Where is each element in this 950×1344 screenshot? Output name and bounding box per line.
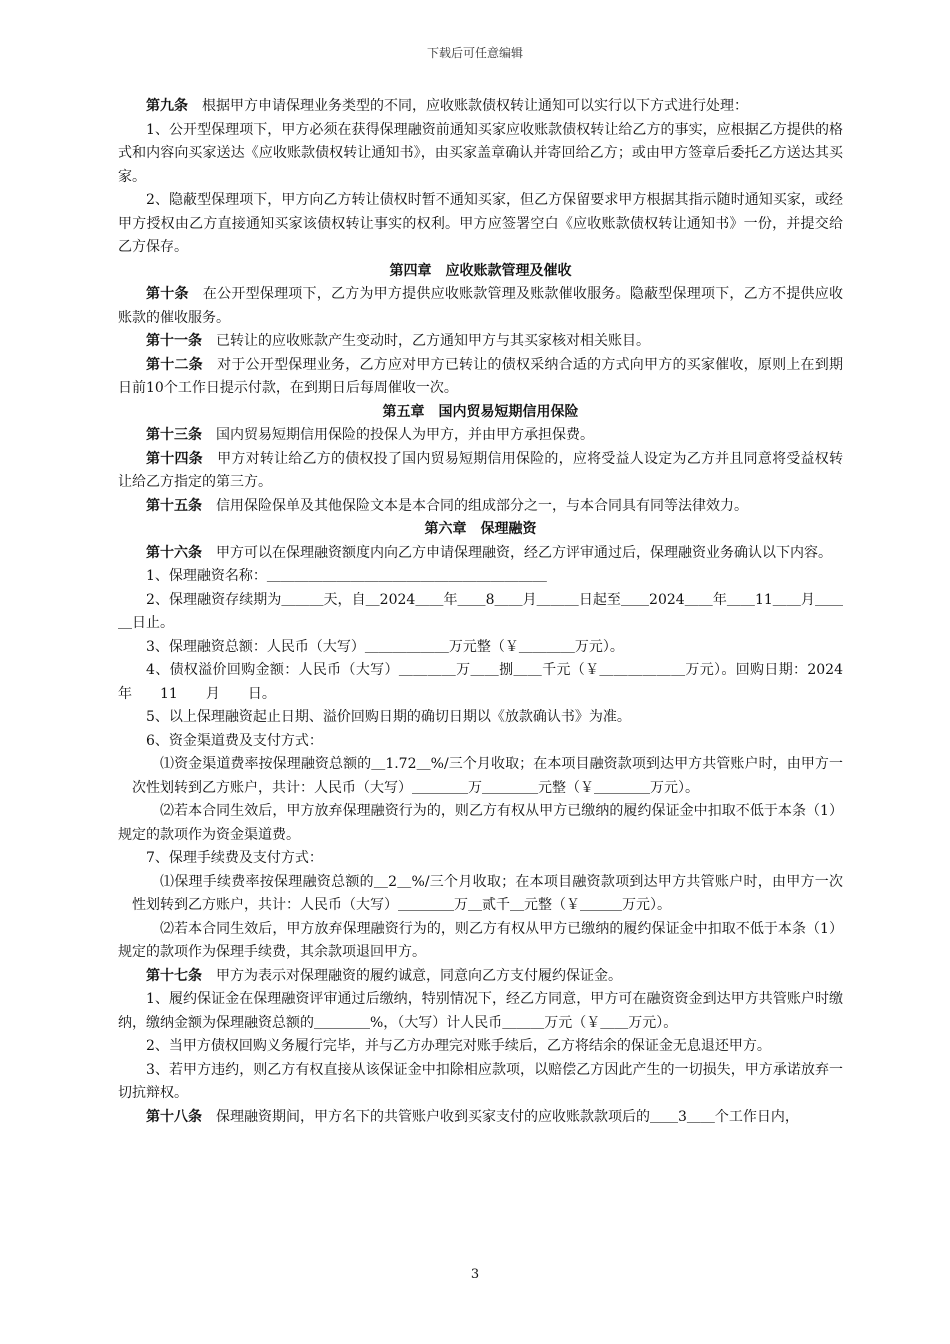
clause-paragraph: 3、保理融资总额：人民币（大写）＿＿＿＿＿＿万元整（￥＿＿＿＿万元）。 [146, 638, 624, 655]
clause-paragraph: 6、资金渠道费及支付方式： [146, 732, 323, 749]
clause-paragraph: ⑴资金渠道费率按保理融资总额的＿1.72＿%/三个月收取；在本项目融资款项到达甲方共管账户时，由甲方一次性划转到乙方账户，共计：人民币（大写）＿＿＿＿万＿＿＿＿元整（￥＿＿＿＿万元）。 [132, 756, 843, 796]
article-label: 第十六条 [146, 544, 202, 561]
article-text: 甲方可以在保理融资额度内向乙方申请保理融资，经乙方评审通过后，保理融资业务确认以下内容。 [216, 544, 832, 561]
clause-paragraph: ⑵若本合同生效后，甲方放弃保理融资行为的，则乙方有权从甲方已缴纳的履约保证金中扣取不低于本条（1）规定的款项作为资金渠道费。 [118, 803, 843, 843]
article-paragraph [118, 330, 843, 354]
article-text: 在公开型保理项下，乙方为甲方提供应收账款管理及账款催收服务。隐蔽型保理项下，乙方不提供应收账款的催收服务。 [118, 286, 844, 326]
article-text: 甲方对转让给乙方的债权投了国内贸易短期信用保险的，应将受益人设定为乙方并且同意将受益权转让给乙方指定的第三方。 [118, 450, 844, 490]
clause-paragraph: 4、债权溢价回购金额：人民币（大写）＿＿＿＿万＿＿捌＿＿千元（￥＿＿＿＿＿＿万元）。回购日期：2024 年 11 月 日。 [118, 662, 871, 702]
clause-paragraph: 7、保理手续费及支付方式： [146, 850, 323, 866]
clause-paragraph: ⑵若本合同生效后，甲方放弃保理融资行为的，则乙方有权从甲方已缴纳的履约保证金中扣取不低于本条（1）规定的款项作为保理手续费，其余款项退回甲方。 [118, 920, 843, 960]
article-paragraph [118, 965, 843, 989]
article-paragraph [118, 283, 843, 330]
article-label: 第十条 [146, 286, 189, 302]
article-label: 第十一条 [146, 333, 202, 349]
article-paragraph [118, 95, 843, 119]
article-text: 保理融资期间，甲方名下的共管账户收到买家支付的应收账款款项后的＿＿3＿＿个工作日内， [216, 1108, 799, 1125]
chapter-heading: 第六章 保理融资 [424, 521, 537, 537]
clause-paragraph: 1、保理融资名称：＿＿＿＿＿＿＿＿＿＿＿＿＿＿＿＿＿＿＿＿ [146, 568, 547, 584]
article-label: 第十二条 [146, 356, 203, 373]
article-label: 第十五条 [146, 497, 202, 514]
article-text: 根据甲方申请保理业务类型的不同，应收账款债权转让通知可以实行以下方式进行处理： [202, 98, 748, 114]
article-paragraph [118, 495, 843, 519]
article-paragraph [118, 448, 843, 495]
article-label: 第十七条 [146, 967, 202, 984]
clause-paragraph: 2、保理融资存续期为＿＿＿天，自＿2024＿＿年＿＿8＿＿月＿＿＿日起至＿＿2024＿＿年＿＿11＿＿月＿＿＿日止。 [118, 591, 843, 631]
clause-paragraph: 5、以上保理融资起止日期、溢价回购日期的确切日期以《放款确认书》为准。 [146, 709, 631, 725]
chapter-heading: 第四章 应收账款管理及催收 [389, 262, 572, 279]
article-paragraph [118, 354, 843, 401]
article-paragraph [118, 424, 843, 448]
article-text: 甲方为表示对保理融资的履约诚意，同意向乙方支付履约保证金。 [216, 967, 622, 984]
article-text: 国内贸易短期信用保险的投保人为甲方，并由甲方承担保费。 [216, 427, 594, 443]
article-paragraph [118, 1106, 843, 1130]
document-body [118, 95, 871, 1129]
clause-paragraph: ⑴保理手续费率按保理融资总额的＿2＿%/三个月收取；在本项目融资款项到达甲方共管账户时，由甲方一次性划转到乙方账户，共计：人民币（大写）＿＿＿＿万＿贰千＿元整（￥＿＿＿万元）。 [132, 873, 843, 913]
page-header: 下载后可任意编辑 [426, 46, 523, 60]
article-label: 第十四条 [146, 450, 203, 467]
clause-paragraph: 3、若甲方违约，则乙方有权直接从该保证金中扣除相应款项，以赔偿乙方因此产生的一切损失，甲方承诺放弃一切抗辩权。 [118, 1061, 843, 1101]
article-text: 信用保险保单及其他保险文本是本合同的组成部分之一，与本合同具有同等法律效力。 [216, 497, 748, 514]
page-number: 3 [470, 1267, 480, 1282]
article-label: 第十八条 [146, 1108, 202, 1125]
clause-paragraph: 1、履约保证金在保理融资评审通过后缴纳，特别情况下，经乙方同意，甲方可在融资资金到达甲方共管账户时缴纳，缴纳金额为保理融资总额的＿＿＿＿%，（大写）计人民币＿＿＿万元（￥＿＿万元）。 [118, 991, 843, 1031]
article-paragraph [118, 542, 843, 566]
clause-paragraph: 1、公开型保理项下，甲方必须在获得保理融资前通知买家应收账款债权转让给乙方的事实，应根据乙方提供的格式和内容向买家送达《应收账款债权转让通知书》，由买家盖章确认并寄回给乙方；或由甲方签章后委托乙方送达其买家。 [118, 121, 843, 185]
article-text: 已转让的应收账款产生变动时，乙方通知甲方与其买家核对相关账目。 [216, 333, 650, 349]
article-label: 第九条 [146, 98, 188, 114]
article-text: 对于公开型保理业务，乙方应对甲方已转让的债权采纳合适的方式向甲方的买家催收，原则上在到期日前10个工作日提示付款，在到期日后每周催收一次。 [118, 356, 844, 396]
chapter-heading: 第五章 国内贸易短期信用保险 [382, 403, 579, 420]
article-label: 第十三条 [146, 427, 202, 443]
clause-paragraph: 2、当甲方债权回购义务履行完毕，并与乙方办理完对账手续后，乙方将结余的保证金无息退还甲方。 [146, 1038, 771, 1054]
clause-paragraph: 2、隐蔽型保理项下，甲方向乙方转让债权时暂不通知买家，但乙方保留要求甲方根据其指示随时通知买家，或经甲方授权由乙方直接通知买家该债权转让事实的权利。甲方应签署空白《应收账款债权转让通知书》一份，并提交给乙方保存。 [118, 192, 843, 255]
